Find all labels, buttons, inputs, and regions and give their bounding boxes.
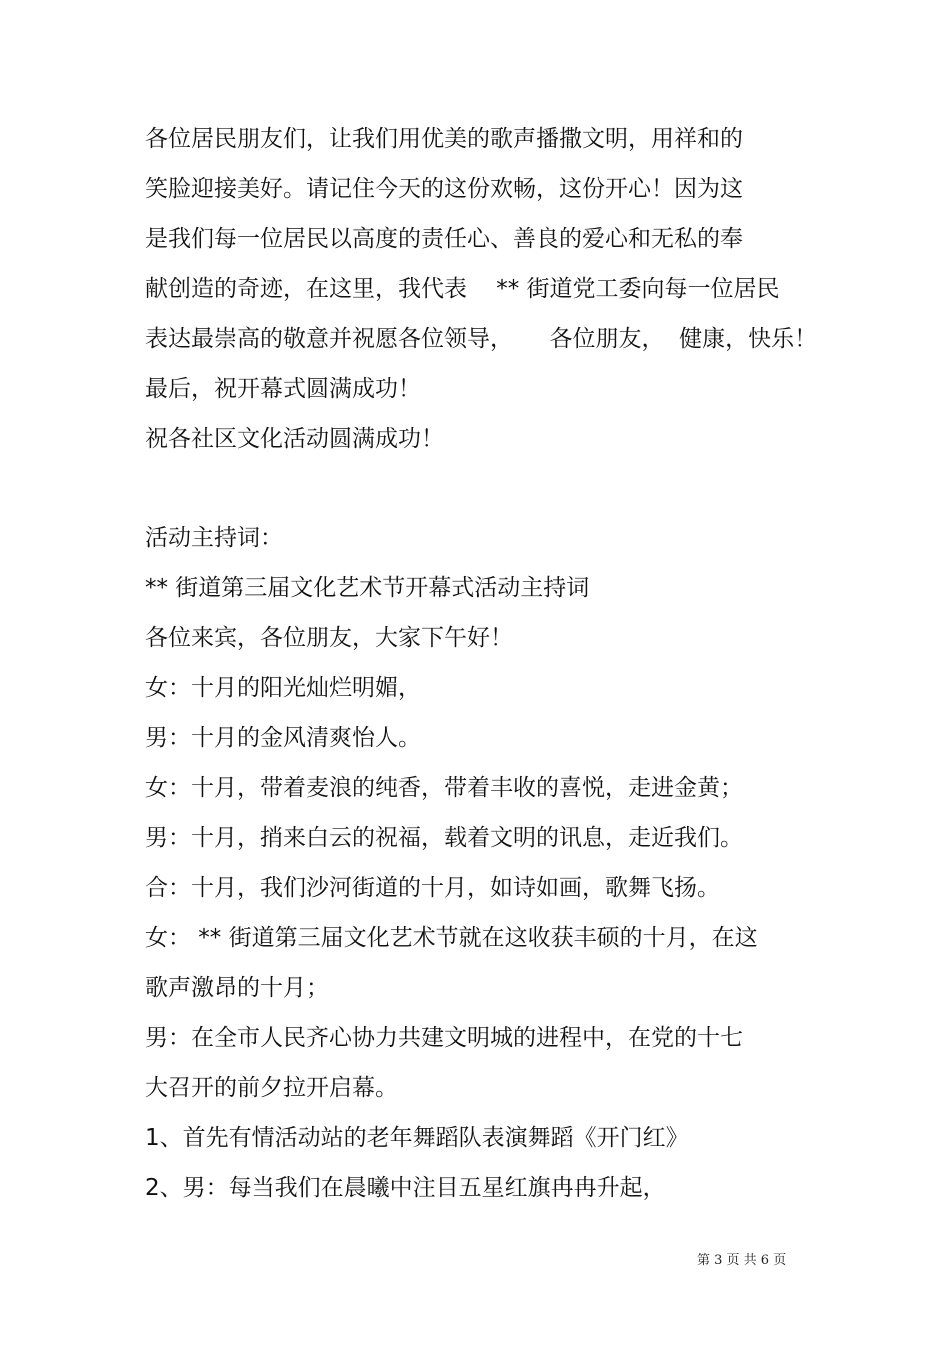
text-line: 女： ** 街道第三届文化艺术节就在这收获丰硕的十月，在这 [145,925,758,951]
text-line: 男：十月的金风清爽怡人。 [145,725,421,751]
text-line: 表达最崇高的敬意并祝愿各位领导， 各位朋友， 健康，快乐！ [145,326,818,352]
page-number-footer: 第 3 页 共 6 页 [697,1253,787,1268]
text-line: 笑脸迎接美好。请记住今天的这份欢畅，这份开心！因为这 [145,176,743,202]
text-line: 合：十月，我们沙河街道的十月，如诗如画，歌舞飞扬。 [145,875,720,901]
text-line: 最后，祝开幕式圆满成功！ [145,376,421,402]
text-line: 歌声激昂的十月； [145,975,329,1001]
text-line: 1、首先有情活动站的老年舞蹈队表演舞蹈《开门红》 [145,1125,689,1151]
text-line: 男：在全市人民齐心协力共建文明城的进程中，在党的十七 [145,1025,743,1051]
text-line: 各位居民朋友们，让我们用优美的歌声播撒文明，用祥和的 [145,126,743,152]
section-heading: 活动主持词： [145,525,283,551]
text-line: 献创造的奇迹，在这里，我代表 ** 街道党工委向每一位居民 [145,276,780,302]
text-line: 2、男：每当我们在晨曦中注目五星红旗冉冉升起， [145,1175,666,1201]
text-line: 男：十月，捎来白云的祝福，载着文明的讯息，走近我们。 [145,825,743,851]
text-line: 祝各社区文化活动圆满成功！ [145,426,444,452]
text-line: 女：十月，带着麦浪的纯香，带着丰收的喜悦，走进金黄； [145,775,743,801]
text-line: 女：十月的阳光灿烂明媚， [145,675,421,701]
text-line: ** 街道第三届文化艺术节开幕式活动主持词 [145,575,590,601]
text-line: 各位来宾，各位朋友，大家下午好！ [145,625,513,651]
text-line: 是我们每一位居民以高度的责任心、善良的爱心和无私的奉 [145,226,743,252]
text-line: 大召开的前夕拉开启幕。 [145,1075,398,1101]
